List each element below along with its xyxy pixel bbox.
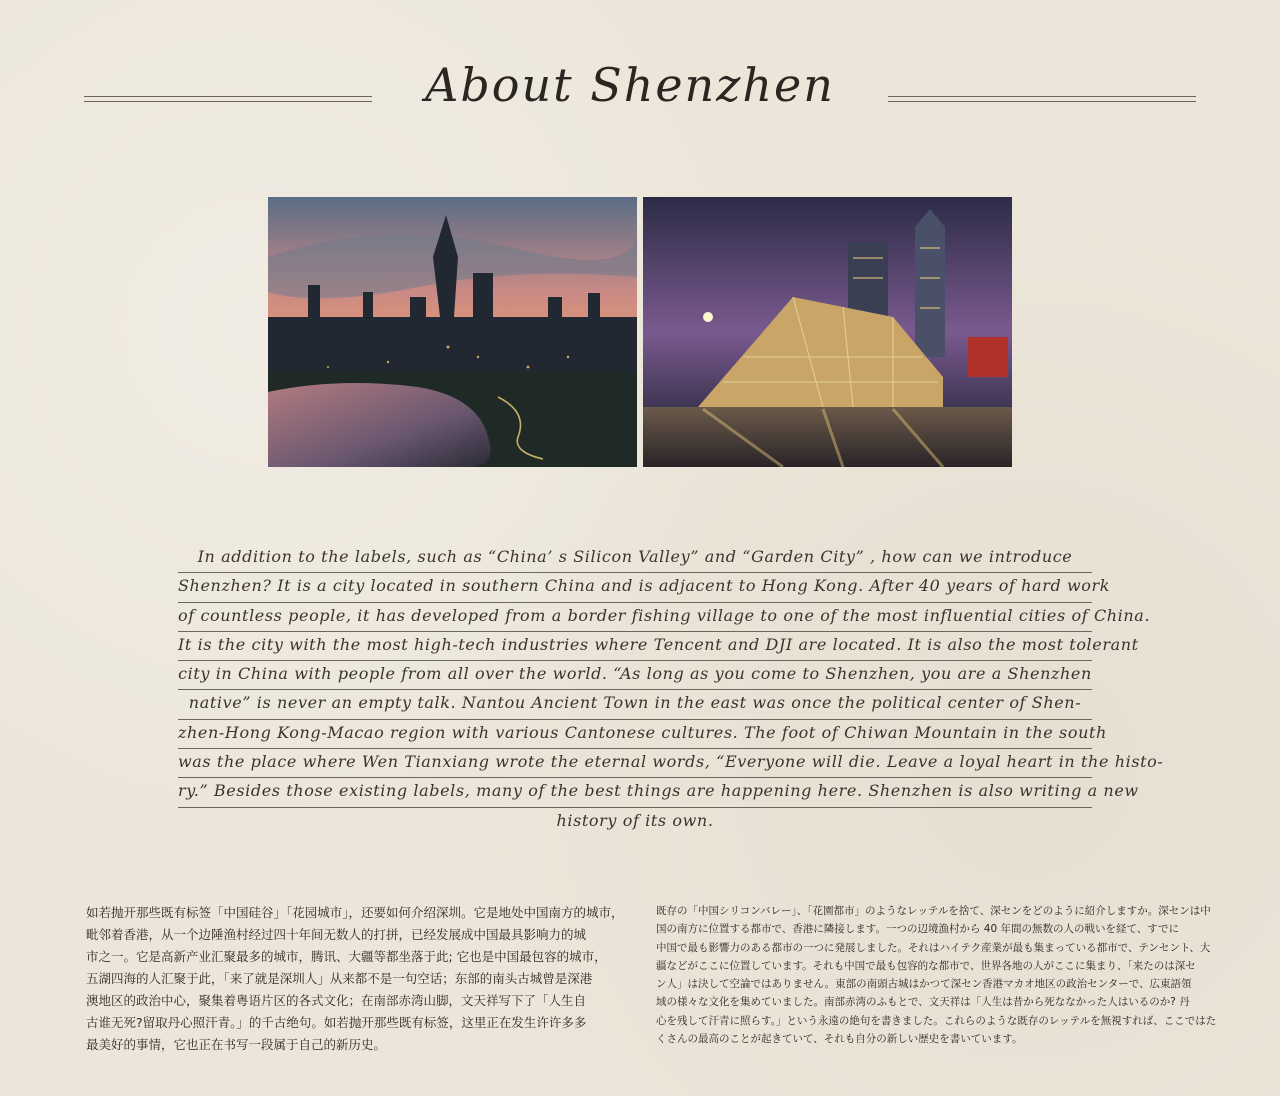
english-line: Shenzhen? It is a city located in southern China and is adjacent to Hong Kong. After 40 years of hard work — [178, 573, 1092, 602]
photo-shenzhen-bay-sunset — [268, 197, 637, 467]
japanese-line: 疆などがここに位置しています。それも中国で最も包容的な都市で、世界各地の人がここに集まり、「来たのは深セ — [656, 959, 1196, 972]
page-title: About Shenzhen — [425, 58, 835, 112]
chinese-line: 毗邻着香港，从一个边陲渔村经过四十年间无数人的打拼，已经发展成中国最具影响力的城 — [86, 927, 587, 942]
english-line: was the place where Wen Tianxiang wrote the eternal words, “Everyone will die. Leave a loyal heart in the histo- — [178, 749, 1092, 778]
english-paragraph — [178, 544, 1164, 836]
english-line: city in China with people from all over the world. “As long as you come to Shenzhen, you are a Shenzhen — [178, 661, 1092, 690]
english-line: ry.” Besides those existing labels, many of the best things are happening here. Shenzhen is also writing a new — [178, 778, 1092, 807]
english-line: of countless people, it has developed from a border fishing village to one of the most influential cities of China. — [178, 603, 1092, 632]
title-rule-right — [888, 96, 1196, 102]
chinese-line: 市之一。它是高新产业汇聚最多的城市，腾讯、大疆等都坐落于此; 它也是中国最包容的城市， — [86, 949, 607, 964]
english-line: native” is never an empty talk. Nantou Ancient Town in the east was once the political center of Shen- — [178, 690, 1092, 719]
chinese-line: 如若抛开那些既有标签「中国硅谷」「花园城市」，还要如何介绍深圳。它是地处中国南方的城市， — [86, 905, 624, 920]
japanese-line: 心を残して汗青に照らす。」という永遠の絶句を書きました。これらのような既存のレッテルを無視すれば、ここではた — [656, 1014, 1217, 1027]
chinese-line: 澳地区的政治中心，聚集着粤语片区的各式文化；在南部赤湾山脚，文天祥写下了「人生自 — [86, 993, 587, 1008]
japanese-line: 域の様々な文化を集めていました。南部赤湾のふもとで、文天祥は「人生は昔から死ななかった人はいるのか? 丹 — [656, 996, 1190, 1009]
chinese-line: 古谁无死?留取丹心照汗青。」的千古绝句。如若抛开那些既有标签，这里正在发生许许多多 — [86, 1015, 587, 1030]
chinese-paragraph — [86, 902, 626, 1056]
japanese-line: 中国で最も影響力のある都市の一つに発展しました。それはハイテク産業が最も集まっている都市で、テンセント、大 — [656, 941, 1211, 954]
japanese-line: ン人」は決して空論ではありません。東部の南頭古城はかつて深セン香港マカオ地区の政治センターで、広東語領 — [656, 978, 1192, 991]
english-line: zhen-Hong Kong-Macao region with various Cantonese cultures. The foot of Chiwan Mountain in the south — [178, 720, 1092, 749]
japanese-line: 国の南方に位置する都市で、香港に隣接します。一つの辺境漁村から 40 年間の無数の人の戦いを経て、すでに — [656, 923, 1180, 936]
japanese-line: くさんの最高のことが起きていて、それも自分の新しい歴史を書いています。 — [656, 1033, 1023, 1046]
english-line: It is the city with the most high-tech industries where Tencent and DJI are located. It is also the most tolerant — [178, 632, 1092, 661]
chinese-line: 最美好的事情，它也正在书写一段属于自己的新历史。 — [86, 1037, 387, 1052]
english-line: In addition to the labels, such as “China’ s Silicon Valley” and “Garden City” , how can we introduce — [178, 544, 1092, 573]
english-line: history of its own. — [556, 810, 714, 830]
japanese-paragraph — [656, 902, 1217, 1048]
japanese-line: 既存の「中国シリコンバレー」、「花園都市」のようなレッテルを捨て、深センをどのように紹介しますか。深センは中 — [656, 905, 1211, 917]
title-rule-left — [84, 96, 372, 102]
photo-shenzhen-concert-hall — [643, 197, 1012, 467]
chinese-line: 五湖四海的人汇聚于此，「来了就是深圳人」从来都不是一句空话；东部的南头古城曾是深港 — [86, 971, 593, 986]
